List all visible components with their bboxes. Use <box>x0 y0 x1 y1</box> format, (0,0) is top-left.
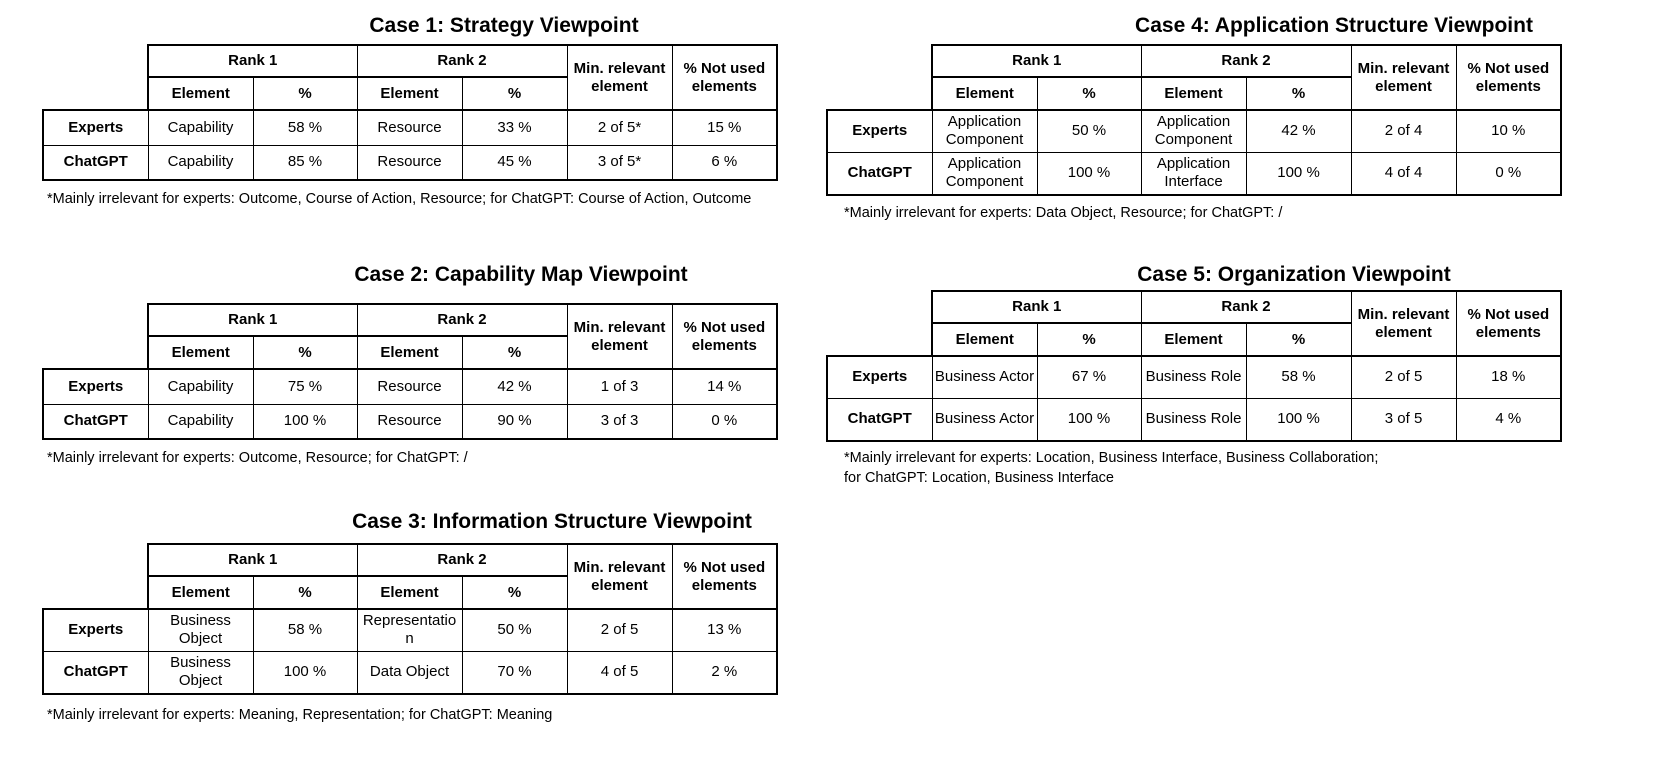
row-label: ChatGPT <box>43 404 148 439</box>
rank2-element-cell: Resource <box>357 145 462 180</box>
footnote-line: *Mainly irrelevant for experts: Outcome, Resource; for ChatGPT: / <box>47 450 468 466</box>
min-relevant-cell: 4 of 4 <box>1351 152 1456 195</box>
table-row-chatgpt <box>43 404 777 439</box>
footnote-line: for ChatGPT: Location, Business Interface <box>844 470 1114 486</box>
table-row-experts <box>43 110 777 145</box>
footnote <box>47 705 552 725</box>
corner-blank <box>43 304 148 369</box>
rank2-percent-cell: 90 % <box>462 404 567 439</box>
rank2-percent-cell: 100 % <box>1246 398 1351 441</box>
viewpoint-table <box>42 44 778 181</box>
not-used-cell: 10 % <box>1456 110 1561 152</box>
rank2-element-header: Element <box>1141 323 1246 356</box>
not-used-header: % Not used elements <box>672 304 777 369</box>
rank1-percent-header: % <box>253 77 357 110</box>
rank1-element-cell: Application Component <box>932 152 1037 195</box>
rank1-percent-cell: 67 % <box>1037 356 1141 398</box>
rank2-element-cell: Resource <box>357 110 462 145</box>
rank2-header: Rank 2 <box>1141 45 1351 77</box>
rank1-percent-cell: 50 % <box>1037 110 1141 152</box>
footnote-line: *Mainly irrelevant for experts: Data Object, Resource; for ChatGPT: / <box>844 205 1283 221</box>
not-used-cell: 0 % <box>672 404 777 439</box>
rank2-percent-cell: 45 % <box>462 145 567 180</box>
rank1-element-header: Element <box>148 77 253 110</box>
rank1-header: Rank 1 <box>148 544 357 576</box>
min-relevant-cell: 3 of 5* <box>567 145 672 180</box>
rank1-element-header: Element <box>148 576 253 609</box>
rank1-element-cell: Capability <box>148 110 253 145</box>
not-used-cell: 0 % <box>1456 152 1561 195</box>
rank2-element-header: Element <box>357 336 462 369</box>
min-relevant-cell: 2 of 4 <box>1351 110 1456 152</box>
rank1-percent-cell: 100 % <box>1037 398 1141 441</box>
rank1-element-cell: Business Actor <box>932 398 1037 441</box>
min-relevant-header: Min. relevant element <box>1351 45 1456 110</box>
min-relevant-cell: 4 of 5 <box>567 651 672 694</box>
rank2-percent-header: % <box>1246 77 1351 110</box>
viewpoint-table <box>826 44 1562 196</box>
rank1-percent-cell: 100 % <box>1037 152 1141 195</box>
rank2-percent-header: % <box>462 77 567 110</box>
rank1-element-cell: Application Component <box>932 110 1037 152</box>
rank2-percent-cell: 42 % <box>1246 110 1351 152</box>
viewpoint-table <box>826 290 1562 442</box>
rank1-header: Rank 1 <box>148 45 357 77</box>
rank1-element-cell: Capability <box>148 369 253 404</box>
footnote-line: *Mainly irrelevant for experts: Location, Business Interface, Business Collaboration; <box>844 450 1379 466</box>
table-row-experts <box>43 369 777 404</box>
case-title: Case 4: Application Structure Viewpoint <box>1135 14 1533 37</box>
rank1-element-header: Element <box>148 336 253 369</box>
rank2-percent-cell: 42 % <box>462 369 567 404</box>
rank2-percent-header: % <box>462 576 567 609</box>
row-label: Experts <box>827 110 932 152</box>
rank1-header: Rank 1 <box>148 304 357 336</box>
rank2-percent-cell: 100 % <box>1246 152 1351 195</box>
not-used-cell: 15 % <box>672 110 777 145</box>
min-relevant-cell: 2 of 5* <box>567 110 672 145</box>
not-used-cell: 6 % <box>672 145 777 180</box>
rank2-percent-cell: 50 % <box>462 609 567 651</box>
footnote <box>844 448 1378 488</box>
not-used-cell: 18 % <box>1456 356 1561 398</box>
corner-blank <box>827 291 932 356</box>
rank2-element-cell: Application Component <box>1141 110 1246 152</box>
row-label: Experts <box>43 110 148 145</box>
rank2-element-cell: Business Role <box>1141 398 1246 441</box>
viewpoint-table <box>42 303 778 440</box>
corner-blank <box>43 45 148 110</box>
rank2-percent-header: % <box>462 336 567 369</box>
rank2-element-cell: Application Interface <box>1141 152 1246 195</box>
rank2-percent-cell: 70 % <box>462 651 567 694</box>
rank2-element-cell: Business Role <box>1141 356 1246 398</box>
case-title: Case 3: Information Structure Viewpoint <box>352 510 752 533</box>
rank1-percent-cell: 58 % <box>253 609 357 651</box>
row-label: ChatGPT <box>827 398 932 441</box>
table-row-chatgpt <box>827 398 1561 441</box>
rank1-element-header: Element <box>932 323 1037 356</box>
rank2-element-cell: Resource <box>357 404 462 439</box>
rank2-element-cell: Resource <box>357 369 462 404</box>
min-relevant-cell: 2 of 5 <box>1351 356 1456 398</box>
rank2-header: Rank 2 <box>357 304 567 336</box>
min-relevant-header: Min. relevant element <box>567 45 672 110</box>
rank2-percent-cell: 33 % <box>462 110 567 145</box>
not-used-header: % Not used elements <box>672 544 777 609</box>
rank1-percent-header: % <box>253 576 357 609</box>
rank1-percent-header: % <box>253 336 357 369</box>
footnote-line: *Mainly irrelevant for experts: Outcome, Course of Action, Resource; for ChatGPT: Course of Action, Outcome <box>47 191 752 207</box>
table-row-chatgpt <box>827 152 1561 195</box>
rank1-percent-cell: 100 % <box>253 404 357 439</box>
rank1-percent-cell: 58 % <box>253 110 357 145</box>
footnote <box>47 189 751 209</box>
rank2-element-cell: Representatio n <box>357 609 462 651</box>
min-relevant-header: Min. relevant element <box>567 304 672 369</box>
rank1-percent-header: % <box>1037 77 1141 110</box>
case-title: Case 1: Strategy Viewpoint <box>369 14 639 37</box>
min-relevant-header: Min. relevant element <box>1351 291 1456 356</box>
rank1-percent-cell: 100 % <box>253 651 357 694</box>
table-row-chatgpt <box>43 651 777 694</box>
not-used-cell: 4 % <box>1456 398 1561 441</box>
rank1-percent-cell: 85 % <box>253 145 357 180</box>
rank1-element-cell: Business Object <box>148 609 253 651</box>
row-label: Experts <box>827 356 932 398</box>
rank1-element-header: Element <box>932 77 1037 110</box>
rank1-element-cell: Capability <box>148 145 253 180</box>
rank2-header: Rank 2 <box>1141 291 1351 323</box>
table-row-experts <box>827 110 1561 152</box>
rank2-element-header: Element <box>357 77 462 110</box>
row-label: Experts <box>43 609 148 651</box>
min-relevant-cell: 2 of 5 <box>567 609 672 651</box>
min-relevant-header: Min. relevant element <box>567 544 672 609</box>
footnote <box>47 448 468 468</box>
rank2-percent-header: % <box>1246 323 1351 356</box>
case-title: Case 5: Organization Viewpoint <box>1137 263 1451 286</box>
not-used-cell: 13 % <box>672 609 777 651</box>
viewpoint-table <box>42 543 778 695</box>
rank2-header: Rank 2 <box>357 544 567 576</box>
rank1-header: Rank 1 <box>932 45 1141 77</box>
not-used-header: % Not used elements <box>672 45 777 110</box>
table-row-chatgpt <box>43 145 777 180</box>
rank2-header: Rank 2 <box>357 45 567 77</box>
not-used-cell: 14 % <box>672 369 777 404</box>
row-label: ChatGPT <box>827 152 932 195</box>
not-used-header: % Not used elements <box>1456 45 1561 110</box>
row-label: ChatGPT <box>43 145 148 180</box>
rank1-percent-header: % <box>1037 323 1141 356</box>
rank2-element-header: Element <box>357 576 462 609</box>
not-used-header: % Not used elements <box>1456 291 1561 356</box>
rank1-element-cell: Business Object <box>148 651 253 694</box>
min-relevant-cell: 3 of 5 <box>1351 398 1456 441</box>
table-row-experts <box>43 609 777 651</box>
footnote <box>844 203 1282 223</box>
min-relevant-cell: 1 of 3 <box>567 369 672 404</box>
corner-blank <box>827 45 932 110</box>
rank2-percent-cell: 58 % <box>1246 356 1351 398</box>
rank2-element-cell: Data Object <box>357 651 462 694</box>
rank1-element-cell: Capability <box>148 404 253 439</box>
row-label: Experts <box>43 369 148 404</box>
not-used-cell: 2 % <box>672 651 777 694</box>
case-title: Case 2: Capability Map Viewpoint <box>354 263 688 286</box>
corner-blank <box>43 544 148 609</box>
footnote-line: *Mainly irrelevant for experts: Meaning, Representation; for ChatGPT: Meaning <box>47 707 553 723</box>
rank2-element-header: Element <box>1141 77 1246 110</box>
table-row-experts <box>827 356 1561 398</box>
rank1-element-cell: Business Actor <box>932 356 1037 398</box>
min-relevant-cell: 3 of 3 <box>567 404 672 439</box>
rank1-percent-cell: 75 % <box>253 369 357 404</box>
row-label: ChatGPT <box>43 651 148 694</box>
rank1-header: Rank 1 <box>932 291 1141 323</box>
